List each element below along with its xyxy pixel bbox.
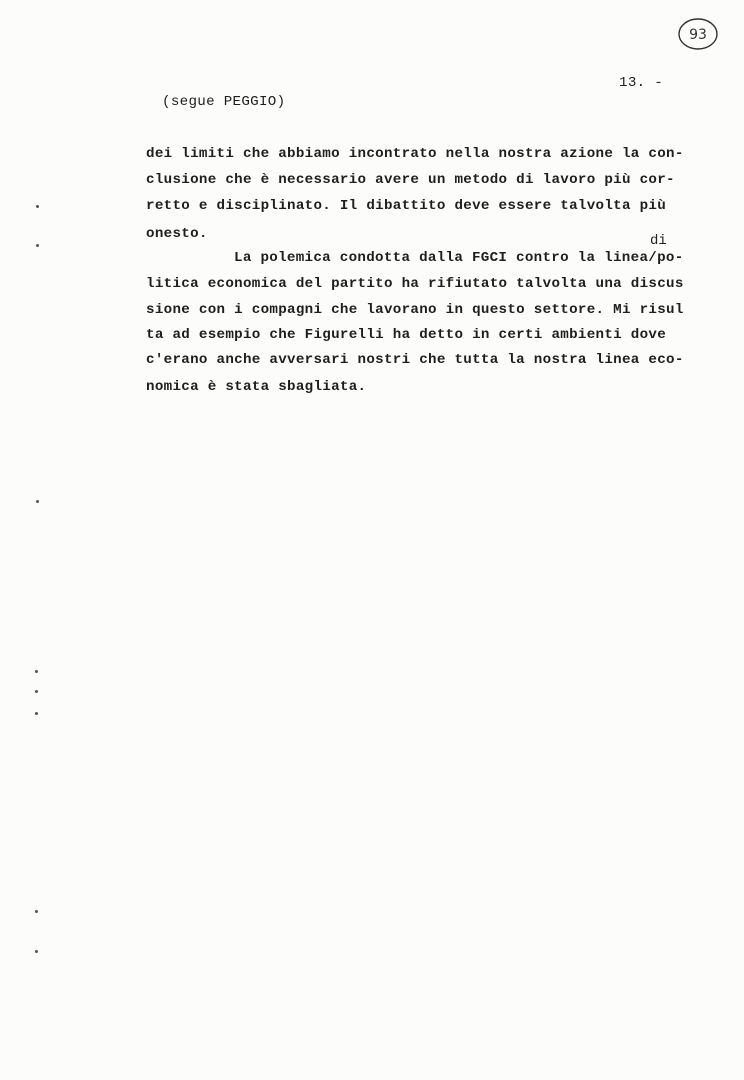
stamp-number: 93 — [689, 27, 707, 43]
paragraph1-line: onesto. — [146, 226, 208, 242]
paragraph2-line: ta ad esempio che Figurelli ha detto in certi ambienti dove — [146, 327, 667, 343]
paragraph2-line: nomica è stata sbagliata. — [146, 379, 367, 395]
scan-speck — [36, 244, 39, 247]
header-continuation-label: (segue PEGGIO) — [162, 94, 286, 110]
insertion-note: di — [650, 233, 667, 249]
page-number: 13. - — [619, 75, 664, 91]
paragraph2-line: La polemica condotta dalla FGCI contro la linea/po- — [234, 250, 684, 266]
scan-speck — [35, 690, 38, 693]
paragraph1-line: dei limiti che abbiamo incontrato nella nostra azione la con- — [146, 146, 684, 162]
scan-speck — [36, 205, 39, 208]
handwritten-page-stamp — [676, 16, 720, 52]
paragraph2-line: c'erano anche avversari nostri che tutta la nostra linea eco- — [146, 352, 684, 368]
scan-speck — [35, 712, 38, 715]
circle-stamp-icon — [676, 16, 720, 52]
scan-speck — [35, 670, 38, 673]
scan-speck — [35, 950, 38, 953]
scan-speck — [36, 500, 39, 503]
paragraph1-line: clusione che è necessario avere un metodo di lavoro più cor- — [146, 172, 675, 188]
scan-speck — [35, 910, 38, 913]
paragraph1-line: retto e disciplinato. Il dibattito deve essere talvolta più — [146, 198, 667, 214]
paragraph2-line: sione con i compagni che lavorano in questo settore. Mi risul — [146, 302, 684, 318]
paragraph2-line: litica economica del partito ha rifiutato talvolta una discus — [146, 276, 684, 292]
